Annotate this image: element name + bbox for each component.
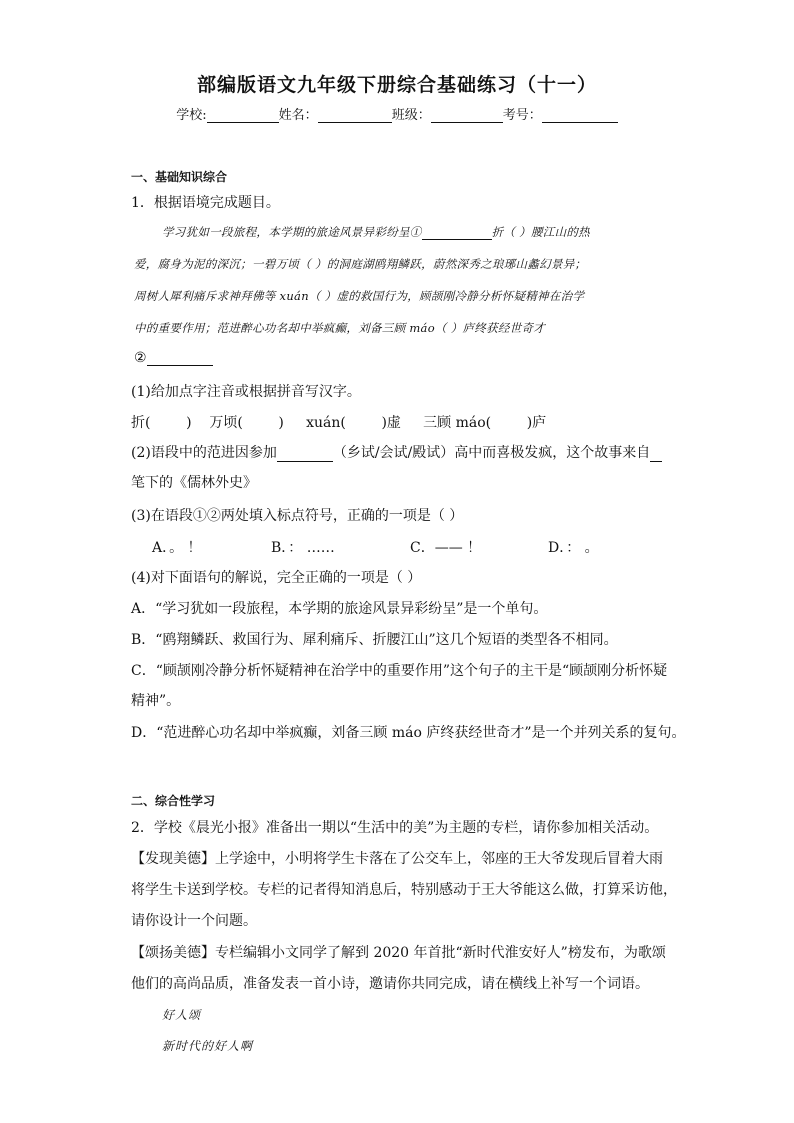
passage-line-3: 周树人犀利痛斥求神拜佛等 xuán（ ）虚的救国行为，顾颉刚冷静分析怀疑精神在治学 bbox=[134, 289, 585, 303]
number-label: 考号： bbox=[502, 108, 542, 123]
number-blank[interactable] bbox=[542, 108, 618, 123]
sub-question-3: (3)在语段①②两处填入标点符号，正确的一项是（ ） bbox=[131, 508, 464, 524]
student-info-line bbox=[0, 104, 794, 123]
sub4-option-c-cont: 精神”。 bbox=[131, 693, 181, 709]
discover-virtue-3: 请你设计一个问题。 bbox=[131, 913, 257, 929]
blank-1[interactable] bbox=[422, 224, 492, 240]
section-1-heading: 一、基础知识综合 bbox=[131, 170, 228, 184]
section-2-heading: 二、综合性学习 bbox=[131, 794, 216, 808]
school-label: 学校: bbox=[176, 108, 207, 123]
sub-question-2-cont: 笔下的《儒林外史》 bbox=[131, 475, 257, 491]
sub4-option-b[interactable]: B．“鸥翔鳞跃、救国行为、犀利痛斥、折腰江山”这几个短语的类型各不相同。 bbox=[131, 632, 618, 648]
poem-line-1: 新时代的好人啊 bbox=[162, 1039, 254, 1053]
discover-virtue-2: 将学生卡送到学校。专栏的记者得知消息后，特别感动于王大爷能这么做，打算采访他， bbox=[131, 882, 677, 898]
sub4-option-a[interactable]: A．“学习犹如一段旅程，本学期的旅途风景异彩纷呈”是一个单句。 bbox=[131, 601, 548, 617]
sub-question-2: (2)语段中的范进因参加 （乡试/会试/殿试）高中而喜极发疯，这个故事来自 bbox=[131, 442, 662, 462]
sub4-option-c[interactable]: C．“顾颉刚冷静分析怀疑精神在治学中的重要作用”这个句子的主干是“顾颉刚分析怀疑 bbox=[131, 663, 668, 679]
class-label: 班级： bbox=[391, 108, 431, 123]
sub4-option-d[interactable]: D．“范进醉心功名却中举疯癫，刘备三顾 máo 庐终获经世奇才”是一个并列关系的复句。 bbox=[131, 725, 686, 741]
name-label: 姓名： bbox=[278, 108, 318, 123]
sub3-option-d[interactable]: D．： 。 bbox=[548, 540, 599, 556]
class-blank[interactable] bbox=[431, 108, 503, 123]
page-title: 部编版语文九年级下册综合基础练习（十一） bbox=[196, 74, 597, 96]
author-blank[interactable] bbox=[650, 446, 662, 462]
school-blank[interactable] bbox=[207, 108, 279, 123]
passage-line-5: ② bbox=[134, 350, 213, 366]
sub-question-4: (4)对下面语句的解说，完全正确的一项是（ ） bbox=[131, 570, 422, 586]
sub3-option-b[interactable]: B．： …… bbox=[271, 540, 335, 556]
passage-line-1: 学习犹如一段旅程，本学期的旅途风景异彩纷呈① 折（ ）腰江山的热 bbox=[162, 225, 590, 239]
sub3-option-c[interactable]: C．—— ！ bbox=[410, 540, 482, 556]
poem-title: 好人颂 bbox=[162, 1008, 202, 1022]
discover-virtue-1: 【发现美德】上学途中，小明将学生卡落在了公交车上，邻座的王大爷发现后冒着大雨 bbox=[131, 851, 663, 867]
sub3-option-a[interactable]: A．。 ！ bbox=[152, 540, 202, 556]
sub-question-1-blanks: 折( ) 万顷( ) xuán( )虚 三顾 máo( )庐 bbox=[131, 415, 547, 431]
praise-virtue-1: 【颂扬美德】专栏编辑小文同学了解到 2020 年首批“新时代淮安好人”榜发布，为歌颂 bbox=[131, 945, 666, 961]
passage-line-2: 爱，腐身为泥的深沉；一碧万顷（ ）的洞庭湖鸥翔鳞跃，蔚然深秀之琅琊山蠡幻景异； bbox=[134, 257, 587, 271]
sub-question-1: (1)给加点字注音或根据拼音写汉字。 bbox=[131, 384, 361, 400]
praise-virtue-2: 他们的高尚品质，准备发表一首小诗，邀请你共同完成，请在横线上补写一个词语。 bbox=[131, 976, 649, 992]
exam-type-blank[interactable] bbox=[277, 446, 333, 462]
q2-stem: 2．学校《晨光小报》准备出一期以“生活中的美”为主题的专栏，请你参加相关活动。 bbox=[131, 820, 659, 836]
passage-line-4: 中的重要作用；范进醉心功名却中举疯癫，刘备三顾 máo（ ）庐终获经世奇才 bbox=[134, 321, 546, 335]
blank-2[interactable] bbox=[147, 350, 213, 366]
q1-stem: 1．根据语境完成题目。 bbox=[131, 195, 280, 211]
name-blank[interactable] bbox=[318, 108, 392, 123]
